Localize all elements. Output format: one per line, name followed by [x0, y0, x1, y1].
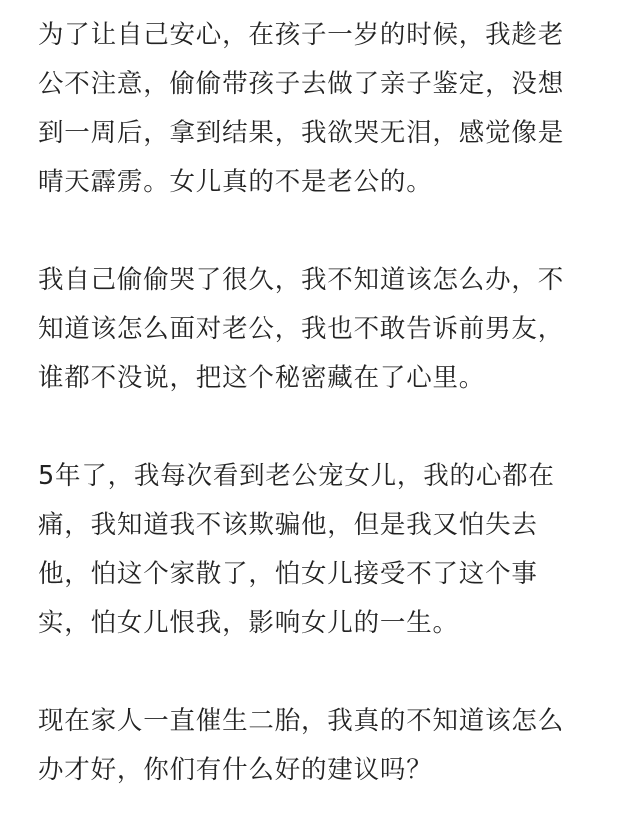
paragraph-2	[38, 256, 611, 403]
paragraph-line: 晴天霹雳。女儿真的不是老公的。	[38, 167, 433, 197]
paragraph-line: 办才好，你们有什么好的建议吗？	[38, 755, 433, 785]
paragraph-line: 5年了，我每次看到老公宠女儿，我的心都在	[38, 461, 555, 491]
paragraph-line: 他，怕这个家散了，怕女儿接受不了这个事	[38, 559, 538, 589]
paragraph-line: 谁都不没说，把这个秘密藏在了心里。	[38, 363, 486, 393]
paragraph-line: 知道该怎么面对老公，我也不敢告诉前男友，	[38, 314, 565, 344]
paragraph-1	[38, 11, 611, 207]
paragraph-spacer	[38, 648, 611, 697]
paragraph-line: 为了让自己安心，在孩子一岁的时候，我趁老	[38, 20, 565, 50]
paragraph-spacer	[38, 207, 611, 256]
paragraph-4	[38, 697, 611, 795]
paragraph-line: 公不注意，偷偷带孩子去做了亲子鉴定，没想	[38, 69, 565, 99]
paragraph-spacer	[38, 403, 611, 452]
paragraph-line: 实，怕女儿恨我，影响女儿的一生。	[38, 608, 459, 638]
paragraph-line: 到一周后，拿到结果，我欲哭无泪，感觉像是	[38, 118, 565, 148]
paragraph-line: 痛，我知道我不该欺骗他，但是我又怕失去	[38, 510, 538, 540]
paragraph-3	[38, 452, 611, 648]
paragraph-line: 我自己偷偷哭了很久，我不知道该怎么办，不	[38, 265, 565, 295]
paragraph-line: 现在家人一直催生二胎，我真的不知道该怎么	[38, 706, 565, 736]
